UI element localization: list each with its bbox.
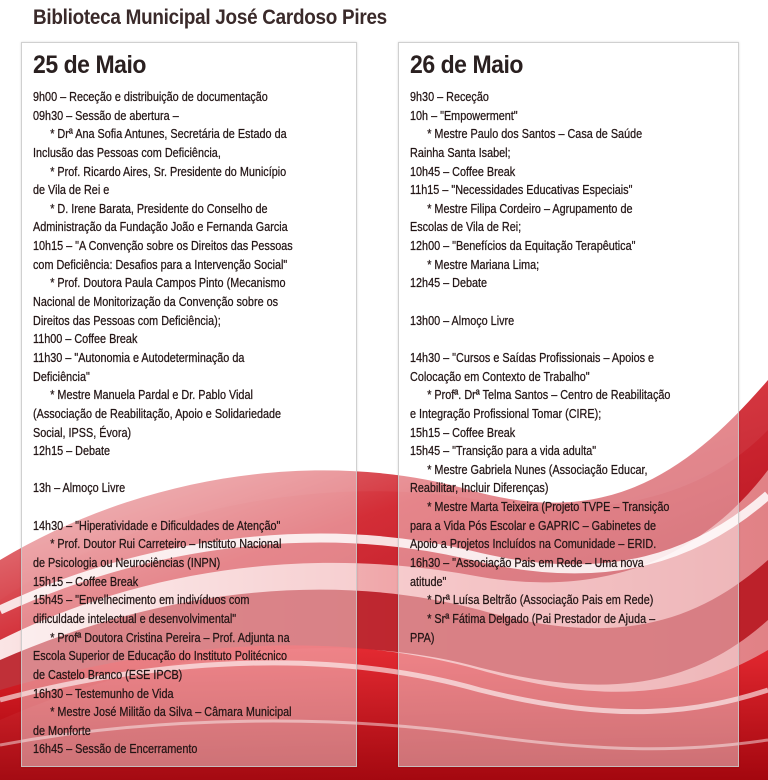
schedule-line: 10h15 – "A Convenção sobre os Direitos das Pessoas bbox=[33, 239, 293, 254]
schedule-line: Rainha Santa Isabel; bbox=[410, 145, 511, 160]
day-2-title: 26 de Maio bbox=[410, 51, 524, 79]
schedule-line: Apoio a Projetos Incluídos na Comunidade – ERID. bbox=[410, 537, 657, 552]
schedule-line: com Deficiência: Desafios para a Intervenção Social" bbox=[33, 257, 288, 272]
schedule-line: Direitos das Pessoas com Deficiência); bbox=[33, 313, 221, 328]
schedule-line: 16h30 – Testemunho de Vida bbox=[33, 686, 174, 701]
page-title: Biblioteca Municipal José Cardoso Pires bbox=[33, 6, 387, 29]
schedule-line: * Profª. Drª Telma Santos – Centro de Reabilitação bbox=[427, 388, 671, 403]
blank-line bbox=[33, 498, 354, 517]
schedule-line: Administração da Fundação João e Fernanda Garcia bbox=[33, 220, 288, 235]
schedule-line: 11h30 – "Autonomia e Autodeterminação da bbox=[33, 350, 245, 365]
schedule-line: 10h – "Empowerment" bbox=[410, 108, 518, 123]
schedule-line: * Drª Ana Sofia Antunes, Secretária de Estado da bbox=[50, 127, 287, 142]
schedule-line: 14h30 – "Hiperatividade e Dificuldades de Atenção" bbox=[33, 518, 281, 533]
day-2-schedule bbox=[410, 88, 736, 647]
schedule-line: (Associação de Reabilitação, Apoio e Solidariedade bbox=[33, 406, 282, 421]
schedule-line: 12h00 – "Benefícios da Equitação Terapêutica" bbox=[410, 239, 636, 254]
schedule-line: 9h30 – Receção bbox=[410, 90, 489, 104]
schedule-line: 15h15 – Coffee Break bbox=[33, 574, 139, 589]
schedule-line: * Mestre Filipa Cordeiro – Agrupamento de bbox=[427, 201, 633, 216]
schedule-line: de Castelo Branco (ESE IPCB) bbox=[33, 667, 183, 682]
schedule-line: 11h15 – "Necessidades Educativas Especiais" bbox=[410, 183, 633, 198]
schedule-line: 15h45 – "Transição para a vida adulta" bbox=[410, 444, 597, 459]
schedule-line: dificuldade intelectual e desenvolvimental" bbox=[33, 611, 237, 626]
schedule-line: 15h45 – "Envelhecimento em indivíduos com bbox=[33, 593, 250, 608]
schedule-line: Deficiência" bbox=[33, 369, 90, 384]
schedule-line: de Vila de Rei e bbox=[33, 183, 110, 198]
blank-line bbox=[410, 293, 736, 312]
schedule-line: Inclusão das Pessoas com Deficiência, bbox=[33, 145, 221, 160]
schedule-line: e Integração Profissional Tomar (CIRE); bbox=[410, 406, 602, 421]
schedule-line: * Mestre Manuela Pardal e Dr. Pablo Vidal bbox=[50, 388, 253, 403]
blank-line bbox=[33, 461, 354, 480]
schedule-line: * Mestre Marta Teixeira (Projeto TVPE – Transição bbox=[427, 500, 670, 515]
schedule-line: 16h30 – "Associação Pais em Rede – Uma nova bbox=[410, 556, 644, 571]
schedule-line: * Mestre Mariana Lima; bbox=[427, 257, 540, 272]
schedule-line: 10h45 – Coffee Break bbox=[410, 164, 516, 179]
schedule-line: atitude" bbox=[410, 574, 447, 589]
schedule-line: para a Vida Pós Escolar e GAPRIC – Gabinetes de bbox=[410, 518, 657, 533]
schedule-line: 12h45 – Debate bbox=[410, 276, 488, 291]
schedule-line: Colocação em Contexto de Trabalho" bbox=[410, 369, 590, 384]
schedule-line: de Psicologia ou Neurociências (INPN) bbox=[33, 556, 221, 571]
schedule-line: Social, IPSS, Évora) bbox=[33, 425, 132, 440]
schedule-line: 13h00 – Almoço Livre bbox=[410, 313, 515, 328]
schedule-line: Escolas de Vila de Rei; bbox=[410, 220, 522, 235]
schedule-line: * Drª Luísa Beltrão (Associação Pais em Rede) bbox=[427, 593, 654, 608]
schedule-line: Reabilitar, Incluir Diferenças) bbox=[410, 481, 549, 496]
schedule-line: * Prof. Doutor Rui Carreteiro – Instituto Nacional bbox=[50, 537, 282, 552]
day-1-schedule bbox=[33, 88, 354, 759]
schedule-line: 9h00 – Receção e distribuição de documentação bbox=[33, 90, 268, 104]
blank-line bbox=[410, 330, 736, 349]
schedule-line: 15h15 – Coffee Break bbox=[410, 425, 516, 440]
program-day-1-panel bbox=[21, 42, 357, 767]
schedule-line: 14h30 – "Cursos e Saídas Profissionais – Apoios e bbox=[410, 350, 655, 365]
schedule-line: PPA) bbox=[410, 630, 435, 645]
schedule-line: * Mestre José Militão da Silva – Câmara Municipal bbox=[50, 705, 292, 720]
schedule-line: * Prof. Doutora Paula Campos Pinto (Mecanismo bbox=[50, 276, 286, 291]
schedule-line: 11h00 – Coffee Break bbox=[33, 332, 138, 347]
schedule-line: * Mestre Gabriela Nunes (Associação Educar, bbox=[427, 462, 648, 477]
schedule-line: de Monforte bbox=[33, 723, 91, 738]
schedule-line: * Profª Doutora Cristina Pereira – Prof. Adjunta na bbox=[50, 630, 290, 645]
program-day-2-panel bbox=[398, 42, 739, 767]
schedule-line: 09h30 – Sessão de abertura – bbox=[33, 108, 179, 123]
schedule-line: * Prof. Ricardo Aires, Sr. Presidente do Município bbox=[50, 164, 287, 179]
schedule-line: Nacional de Monitorização da Convenção sobre os bbox=[33, 295, 279, 310]
schedule-line: Escola Superior de Educação do Instituto Politécnico bbox=[33, 649, 288, 664]
schedule-line: * Mestre Paulo dos Santos – Casa de Saúde bbox=[427, 127, 643, 142]
schedule-line: 16h45 – Sessão de Encerramento bbox=[33, 742, 198, 757]
schedule-line: 12h15 – Debate bbox=[33, 444, 111, 459]
schedule-line: * D. Irene Barata, Presidente do Conselho de bbox=[50, 201, 268, 216]
day-1-title: 25 de Maio bbox=[33, 51, 147, 79]
schedule-line: * Srª Fátima Delgado (Pai Prestador de Ajuda – bbox=[427, 611, 656, 626]
schedule-line: 13h – Almoço Livre bbox=[33, 481, 126, 496]
